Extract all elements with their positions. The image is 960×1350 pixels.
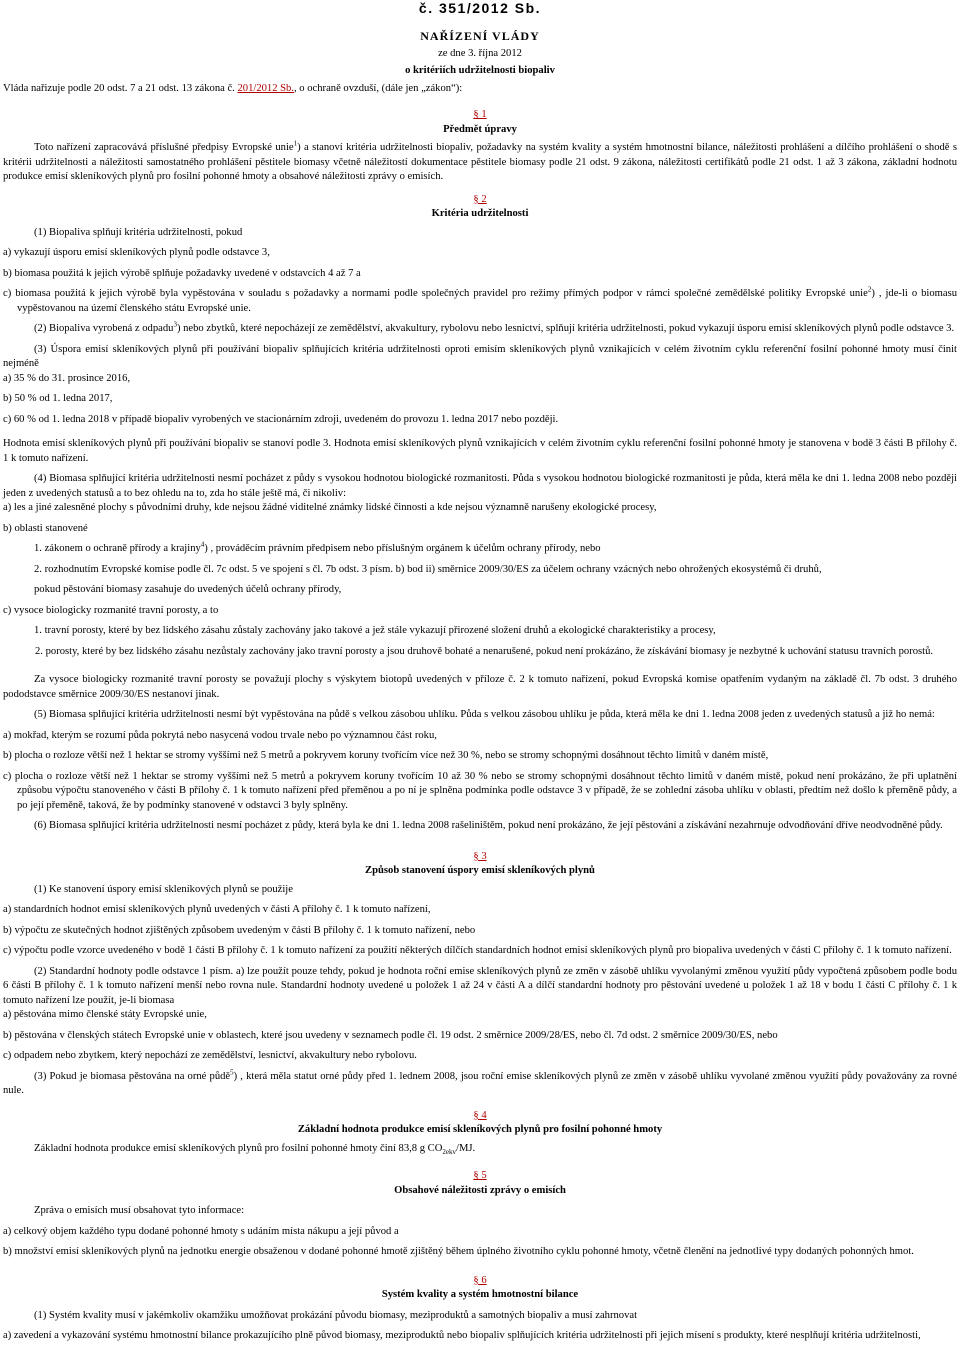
s4-text-sub: 2ekv [442, 1147, 457, 1156]
section-4-number[interactable] [3, 1109, 957, 1124]
s6-paragraph-1: (1) Systém kvality musí v jakémkoliv okamžiku umožňovat prokázání původu biomasy, meziproduktů a samotných biopaliv a musí zahrnovat [34, 1309, 638, 1321]
s2-p4-note: Za vysoce biologicky rozmanité travní porosty se považují plochy s výskytem biotopů uvedených v příloze č. 2 k tomuto nařízení, pokud Evropská komise opatřením vydaným na základě čl. 7b odst. 3 druhého pododstavce směrnice 2009/30/ES nestanoví jinak. [3, 674, 957, 700]
s5-item-a: a) celkový objem každého typu dodané pohonné hmoty s udáním místa nákupu a její původ a [3, 1225, 399, 1237]
s3-item-a: a) standardních hodnot emisí skleníkových plynů uvedených v části A přílohy č. 1 k tomuto nařízení, [3, 904, 431, 915]
section-5-number[interactable] [3, 1169, 957, 1184]
preamble-text: Vláda nařizuje podle 20 odst. 7 a 21 odst. 13 zákona č. [3, 82, 238, 94]
s2-item-c-b: ) , jde-li o biomasu vypěstovanou na území členského státu Evropské unie. [17, 288, 957, 314]
s2-paragraph-3: (3) Úspora emisí skleníkových plynů při používání biopaliv splňujících kritéria udržitelnosti oproti emisím skleníkových plynů vznikajících v celém životním cyklu referenční fosilní pohonné hmoty musí činit nejméně [3, 343, 957, 369]
s2-p5-item-b: b) plocha o rozloze větší než 1 hektar se stromy vyššími než 5 metrů a pokryvem koruny tvořícím více než 30 %, nebo se stromy schopnými dosáhnout těchto limitů v daném místě, [3, 750, 769, 761]
section-1-text [3, 141, 957, 185]
document-number: č. 351/2012 Sb. [418, 0, 542, 16]
s4-text-b: /MJ. [456, 1142, 476, 1154]
s3-item-b: b) výpočtu ze skutečných hodnot zjištěných způsobem uvedeným v části B přílohy č. 1 k tomuto nařízení, nebo [3, 924, 476, 936]
s2-p4-item-c: c) vysoce biologicky rozmanité travní porosty, a to [3, 604, 219, 616]
section-5-link[interactable]: § 5 [473, 1170, 487, 1182]
section-3-link[interactable]: § 3 [473, 850, 487, 862]
section-2-heading: Kritéria udržitelnosti [431, 208, 529, 219]
s5-item-b: b) množství emisí skleníkových plynů na jednotku energie obsaženou v dodané pohonné hmotě zjištěný během úplného životního cyklu pohonné hmoty, včetně členění na jednotlivé typy dodaných pohonných hmot. [3, 1246, 914, 1258]
document-date: ze dne 3. října 2012 [438, 47, 522, 59]
s2-p3-item-a: a) 35 % do 31. prosince 2016, [3, 372, 131, 384]
s2-paragraph-2 [3, 322, 957, 337]
s2-p4-b2: 2. rozhodnutím Evropské komise podle čl. 7c odst. 5 ve spojení s čl. 7b odst. 3 písm. b) bod ii) směrnice 2009/30/ES za účelem ochrany vzácných nebo ohrožených ekosystémů či druhů, [34, 563, 822, 575]
section-6-number[interactable] [3, 1274, 957, 1289]
preamble [3, 82, 957, 97]
document-title: NAŘÍZENÍ VLÁDY [420, 29, 540, 43]
s2-p4-c1: 1. travní porosty, které by bez lidského zásahu zůstaly zachovány jako takové a jež stále vykazují přirozené složení druhů a ekologické charakteristiky a procesy, [34, 625, 716, 636]
section-3-number[interactable] [3, 850, 957, 865]
footnote-ref-3[interactable]: 3 [173, 320, 177, 329]
section-1-text-a: Toto nařízení zapracovává příslušné předpisy Evropské unie [34, 142, 294, 153]
footnote-ref-5[interactable]: 5 [230, 1067, 234, 1076]
footnote-ref-4[interactable]: 4 [200, 540, 205, 549]
s3-p2-item-b: b) pěstována v členských státech Evropské unie v oblastech, které jsou uvedeny v seznamech podle čl. 19 odst. 2 směrnice 2009/28/ES, nebo čl. 7d odst. 2 směrnice 2009/30/ES, nebo [3, 1029, 778, 1041]
document-subject: o kritériích udržitelnosti biopaliv [405, 65, 555, 76]
s2-p2-a: (2) Biopaliva vyrobená z odpadu [34, 323, 174, 334]
s2-p3-item-b: b) 50 % od 1. ledna 2017, [3, 393, 113, 404]
s2-p4-b1-a: 1. zákonem o ochraně přírody a krajiny [34, 543, 201, 554]
section-4-heading: Základní hodnota produkce emisí skleníkových plynů pro fosilní pohonné hmoty [297, 1124, 663, 1135]
section-1-link[interactable]: § 1 [473, 109, 487, 120]
footnote-ref-2[interactable]: 2 [867, 285, 872, 294]
s3-p2-item-a: a) pěstována mimo členské státy Evropské unie, [3, 1009, 207, 1020]
s2-p4-c2: 2. porosty, které by bez lidského zásahu nezůstaly zachovány jako travní porosty a jsou druhově bohaté a nenarušené, pokud není prokázáno, že získávání biomasy je nezbytné k uchování statusu travních porostů. [35, 645, 934, 657]
preamble-text-end: , o ochraně ovzduší, (dále jen „zákon“): [294, 82, 463, 94]
section-1-heading: Předmět úpravy [443, 123, 517, 135]
section-4-text [3, 1142, 957, 1160]
s2-p3-note: Hodnota emisí skleníkových plynů při používání biopaliv se stanoví podle 3. Hodnota emisí skleníkových plynů vznikajících v celém životním cyklu referenční fosilní pohonné hmoty je stanovena v bodě 3 části B přílohy č. 1 k tomuto nařízení. [3, 438, 957, 464]
s3-p3-b: ) , která měla statut orné půdy před 1. lednem 2008, jsou roční emise skleníkových plynů ze změn v zásobě uhlíku vyvolané změnou využití půdy považovány za rovné nule. [3, 1070, 957, 1096]
s3-item-c: c) výpočtu podle vzorce uvedeného v bodě 1 části B přílohy č. 1 k tomuto nařízení za použití některých dílčích standardních hodnot emisí skleníkových plynů pro biopaliva uvedených v části C přílohy č. 1 k tomuto nařízení. [3, 945, 952, 956]
s3-p2-item-c: c) odpadem nebo zbytkem, který nepochází ze zemědělství, lesnictví, akvakultury nebo rybolovu. [3, 1050, 417, 1061]
s2-item-c [3, 287, 957, 316]
section-4-link[interactable]: § 4 [473, 1109, 487, 1121]
s5-paragraph: Zpráva o emisích musí obsahovat tyto informace: [34, 1205, 245, 1217]
section-5-heading: Obsahové náležitosti zprávy o emisích [394, 1184, 566, 1196]
s2-p4-b3: pokud pěstování biomasy zasahuje do uvedených účelů ochrany přírody, [34, 584, 342, 595]
section-3-heading: Způsob stanovení úspory emisí skleníkových plynů [365, 865, 595, 876]
law-link[interactable]: 201/2012 Sb. [237, 82, 294, 94]
section-6-heading: Systém kvality a systém hmotnostní bilance [381, 1289, 579, 1301]
s2-p2-b: ) nebo zbytků, které nepocházejí ze zemědělství, akvakultury, rybolovu nebo lesnictví, splňují kritéria udržitelnosti, pokud vykazují úsporu emisí skleníkových plynů podle odstavce 3. [176, 323, 955, 334]
s2-paragraph-5: (5) Biomasa splňující kritéria udržitelnosti nesmí být vypěstována na půdě s velkou zásobou uhlíku. Půda s velkou zásobou uhlíku je půda, která měla ke dni 1. ledna 2008 jeden z uvedených statusů a již ho nemá: [34, 709, 935, 720]
s2-p4-item-b: b) oblasti stanovené [3, 522, 88, 534]
section-1-number[interactable] [3, 108, 957, 123]
s2-p5-item-a: a) mokřad, kterým se rozumí půda pokrytá nebo nasycená vodou trvale nebo po významnou část roku, [3, 729, 437, 741]
footnote-ref-1[interactable]: 1 [293, 139, 298, 148]
document-page [3, 0, 957, 1344]
s2-item-b: b) biomasa použitá k jejich výrobě splňuje požadavky uvedené v odstavcích 4 až 7 a [3, 267, 361, 279]
section-1-text-b: ) a stanoví kritéria udržitelnosti biopaliv, požadavky na systém kvality a systém hmotnostní bilance, náležitosti prohlášení a dílčího prohlášení o shodě s kritérii udržitelnosti a náležitosti samostatného prohlášení pěstitele biomasy včetně náležitostí dokumentace pěstitele biomasy podle 21 odst. 9 zákona, náležitosti certifikátů podle 21 odst. 1 až 3 zákona, základní hodnotu produkce emisí skleníkových plynů pro fosilní pohonné hmoty a obsahové náležitosti zprávy o emisích. [3, 142, 957, 182]
s3-paragraph-1: (1) Ke stanovení úspory emisí skleníkových plynů se použije [34, 883, 293, 895]
s3-p3-a: (3) Pokud je biomasa pěstována na orné půdě [34, 1070, 231, 1082]
s3-paragraph-3 [3, 1067, 957, 1099]
s2-item-c-a: c) biomasa použitá k jejich výrobě byla vypěstována v souladu s požadavky a normami podle společných pravidel pro režimy přímých podpor v rámci společné zemědělské politiky Evropské unie [3, 288, 868, 299]
s2-p3-item-c: c) 60 % od 1. ledna 2018 v případě biopaliv vyrobených ve stacionárním zdroji, uvedeném do provozu 1. ledna 2017 nebo později. [3, 413, 559, 425]
section-2-link[interactable]: § 2 [473, 193, 487, 205]
s2-p4-b1 [3, 542, 957, 557]
s2-paragraph-1: (1) Biopaliva splňují kritéria udržitelnosti, pokud [34, 226, 243, 238]
s2-p4-item-a: a) les a jiné zalesněné plochy s původními druhy, kde nejsou žádné viditelné známky lidské činnosti a kde nejsou významně narušeny ekologické procesy, [3, 502, 657, 513]
s3-paragraph-2: (2) Standardní hodnoty podle odstavce 1 písm. a) lze použít pouze tehdy, pokud je hodnota roční emise skleníkových plynů ze změn v zásobě uhlíku vyvolanými změnou využití půdy vypočtená způsobem podle bodu 6 části B přílohy č. 1 k tomuto nařízení menší nebo rovna nule. Standardní hodnoty uvedené u položek 1 až 24 v části A a dílčí standardní hodnoty pro pěstování uvedené u položek 1 až 18 v bodu 1 části C přílohy č. 1 k tomuto nařízení lze použít, je-li biomasa [3, 965, 957, 1006]
s4-text-a: Základní hodnota produkce emisí skleníkových plynů pro fosilní pohonné hmoty činí 83,8 g CO [34, 1142, 443, 1154]
s2-p4-b1-b: ) , prováděcím právním předpisem nebo příslušným orgánem k účelům ochrany přírody, nebo [204, 543, 601, 554]
section-6-link[interactable]: § 6 [473, 1274, 487, 1286]
s2-paragraph-4: (4) Biomasa splňující kritéria udržitelnosti nesmí pocházet z půdy s vysokou hodnotou biologické rozmanitosti. Půda s vysokou hodnotou biologické rozmanitosti je půda, která měla ke dni 1. ledna 2008 nebo později jeden z uvedených statusů a to bez ohledu na to, zda ho stále ještě má, či nikoliv: [3, 473, 957, 499]
s2-item-a: a) vykazují úsporu emisí skleníkových plynů podle odstavce 3, [3, 247, 270, 258]
s6-item-a: a) zavedení a vykazování systému hmotnostní bilance prokazujícího plně původ biomasy, meziproduktů nebo biopaliv splňujících kritéria udržitelnosti při jejich mísení s produkty, které nesplňují kritéria udržitelnosti, [3, 1330, 921, 1342]
s2-paragraph-6: (6) Biomasa splňující kritéria udržitelnosti nesmí pocházet z půdy, která byla ke dni 1. ledna 2008 rašeliništěm, pokud není prokázáno, že její pěstování a získávání nezahrnuje odvodňování dříve neodvodněné půdy. [34, 820, 943, 831]
section-2-number[interactable] [3, 193, 957, 208]
s2-p5-item-c: c) plocha o rozloze větší než 1 hektar se stromy vyššími než 5 metrů a pokryvem koruny tvořícím 10 až 30 % nebo se stromy schopnými dosáhnout těchto limitů v daném místě, pokud není prokázáno, že při uplatnění způsobu výpočtu stanoveného v části B přílohy č. 1 k tomuto nařízení před přeměnou a po ní je splněna podmínka podle odstavce 3 v případě, že se zohlední zásoba uhlíku v oblasti, předtím než došlo k přeměně půdy, a po její přeměně, taková, že by podmínky stanovené v odstavci 3 byly splněny. [3, 770, 957, 811]
